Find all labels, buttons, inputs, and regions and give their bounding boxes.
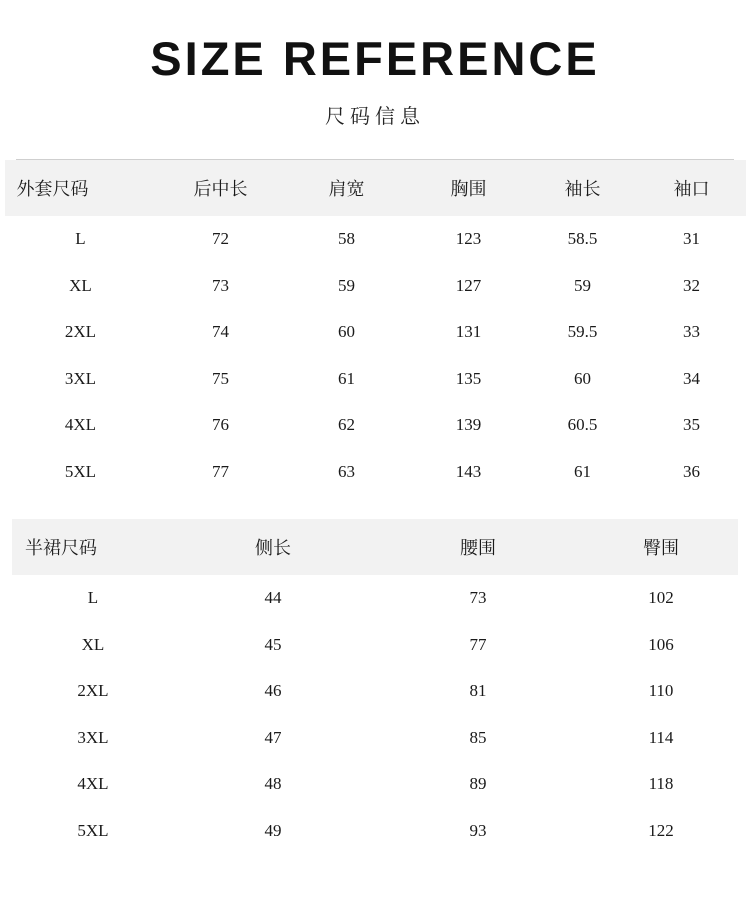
cell-shoulder: 59 (338, 275, 355, 295)
table-row (12, 761, 738, 808)
table-row (12, 808, 738, 855)
skirt-col-header-waist (372, 519, 584, 575)
jacket-table-head (5, 160, 746, 216)
jacket-size-table (5, 160, 746, 495)
cell-size: 2XL (77, 681, 109, 701)
table-row (12, 622, 738, 669)
cell-sleevelength: 58.5 (567, 229, 598, 249)
cell-waist: 77 (469, 634, 487, 654)
jacket-col-header-cuff-label: 袖口 (673, 179, 710, 200)
cell-sidelength: 44 (264, 588, 282, 608)
jacket-col-header-sleevelength-label: 袖长 (564, 179, 601, 200)
skirt-col-header-hip-label: 臀围 (643, 538, 679, 559)
cell-shoulder: 58 (338, 229, 355, 249)
cell-shoulder: 63 (338, 461, 355, 481)
jacket-col-header-backlength-label: 后中长 (193, 179, 248, 200)
jacket-col-header-shoulder (284, 160, 410, 216)
cell-backlength: 76 (212, 415, 229, 435)
cell-cuff: 35 (683, 415, 700, 435)
jacket-col-header-sleevelength (528, 160, 638, 216)
cell-bust: 127 (455, 275, 482, 295)
cell-size: XL (81, 634, 105, 654)
jacket-col-header-backlength (158, 160, 284, 216)
cell-backlength: 74 (212, 322, 229, 342)
skirt-table-body (12, 575, 738, 854)
page-header (0, 0, 750, 129)
cell-shoulder: 60 (338, 322, 355, 342)
cell-waist: 89 (469, 774, 487, 794)
cell-waist: 73 (469, 588, 487, 608)
jacket-col-header-bust-label: 胸围 (450, 179, 487, 200)
cell-cuff: 33 (683, 322, 700, 342)
cell-size: 3XL (77, 727, 109, 747)
cell-shoulder: 61 (338, 368, 355, 388)
cell-sidelength: 47 (264, 727, 282, 747)
cell-size: 5XL (77, 820, 109, 840)
cell-shoulder: 62 (338, 415, 355, 435)
table-row (5, 263, 746, 310)
skirt-col-header-size (12, 519, 174, 575)
cell-hip: 106 (648, 634, 674, 654)
page-subtitle: 尺码信息 (325, 106, 425, 129)
cell-sleevelength: 60 (574, 368, 591, 388)
cell-backlength: 72 (212, 229, 229, 249)
cell-sidelength: 49 (264, 820, 282, 840)
cell-sidelength: 48 (264, 774, 282, 794)
cell-size: 5XL (64, 461, 97, 481)
cell-bust: 143 (455, 461, 482, 481)
skirt-col-header-size-label: 半裙尺码 (25, 538, 97, 559)
cell-hip: 114 (648, 727, 674, 747)
skirt-col-header-waist-label: 腰围 (460, 538, 496, 559)
cell-size: L (75, 229, 86, 249)
cell-hip: 122 (648, 820, 674, 840)
cell-hip: 102 (648, 588, 674, 608)
skirt-header-row (12, 519, 738, 575)
jacket-col-header-bust (410, 160, 528, 216)
skirt-col-header-sidelength (174, 519, 372, 575)
cell-waist: 93 (469, 820, 487, 840)
jacket-header-row (5, 160, 746, 216)
table-row (5, 449, 746, 496)
cell-bust: 123 (455, 229, 482, 249)
skirt-table-head (12, 519, 738, 575)
cell-hip: 110 (648, 681, 674, 701)
cell-size: L (87, 588, 99, 608)
jacket-col-header-size (5, 160, 158, 216)
jacket-table-body (5, 216, 746, 495)
table-row (5, 309, 746, 356)
cell-cuff: 34 (683, 368, 700, 388)
cell-backlength: 75 (212, 368, 229, 388)
cell-cuff: 32 (683, 275, 700, 295)
table-row (5, 402, 746, 449)
cell-sleevelength: 59 (574, 275, 591, 295)
cell-sidelength: 46 (264, 681, 282, 701)
cell-sidelength: 45 (264, 634, 282, 654)
jacket-col-header-size-label: 外套尺码 (16, 179, 89, 200)
cell-bust: 139 (455, 415, 482, 435)
cell-size: 2XL (64, 322, 97, 342)
skirt-col-header-hip (584, 519, 738, 575)
cell-size: XL (69, 275, 92, 295)
cell-cuff: 31 (683, 229, 700, 249)
cell-waist: 85 (469, 727, 487, 747)
cell-bust: 135 (455, 368, 482, 388)
jacket-col-header-cuff (638, 160, 746, 216)
cell-sleevelength: 59.5 (567, 322, 598, 342)
cell-sleevelength: 61 (574, 461, 591, 481)
cell-cuff: 36 (683, 461, 700, 481)
table-spacer (0, 495, 750, 519)
cell-bust: 131 (455, 322, 482, 342)
cell-size: 3XL (64, 368, 97, 388)
table-row (5, 356, 746, 403)
table-row (12, 715, 738, 762)
cell-waist: 81 (469, 681, 487, 701)
page-title: SIZE REFERENCE (150, 32, 600, 85)
skirt-size-table (12, 519, 738, 854)
cell-size: 4XL (64, 415, 97, 435)
cell-backlength: 73 (212, 275, 229, 295)
cell-sleevelength: 60.5 (567, 415, 598, 435)
table-row (12, 668, 738, 715)
cell-size: 4XL (77, 774, 109, 794)
table-row (5, 216, 746, 263)
skirt-col-header-sidelength-label: 侧长 (255, 538, 291, 559)
cell-hip: 118 (648, 774, 674, 794)
cell-backlength: 77 (212, 461, 229, 481)
table-row (12, 575, 738, 622)
jacket-col-header-shoulder-label: 肩宽 (328, 179, 365, 200)
